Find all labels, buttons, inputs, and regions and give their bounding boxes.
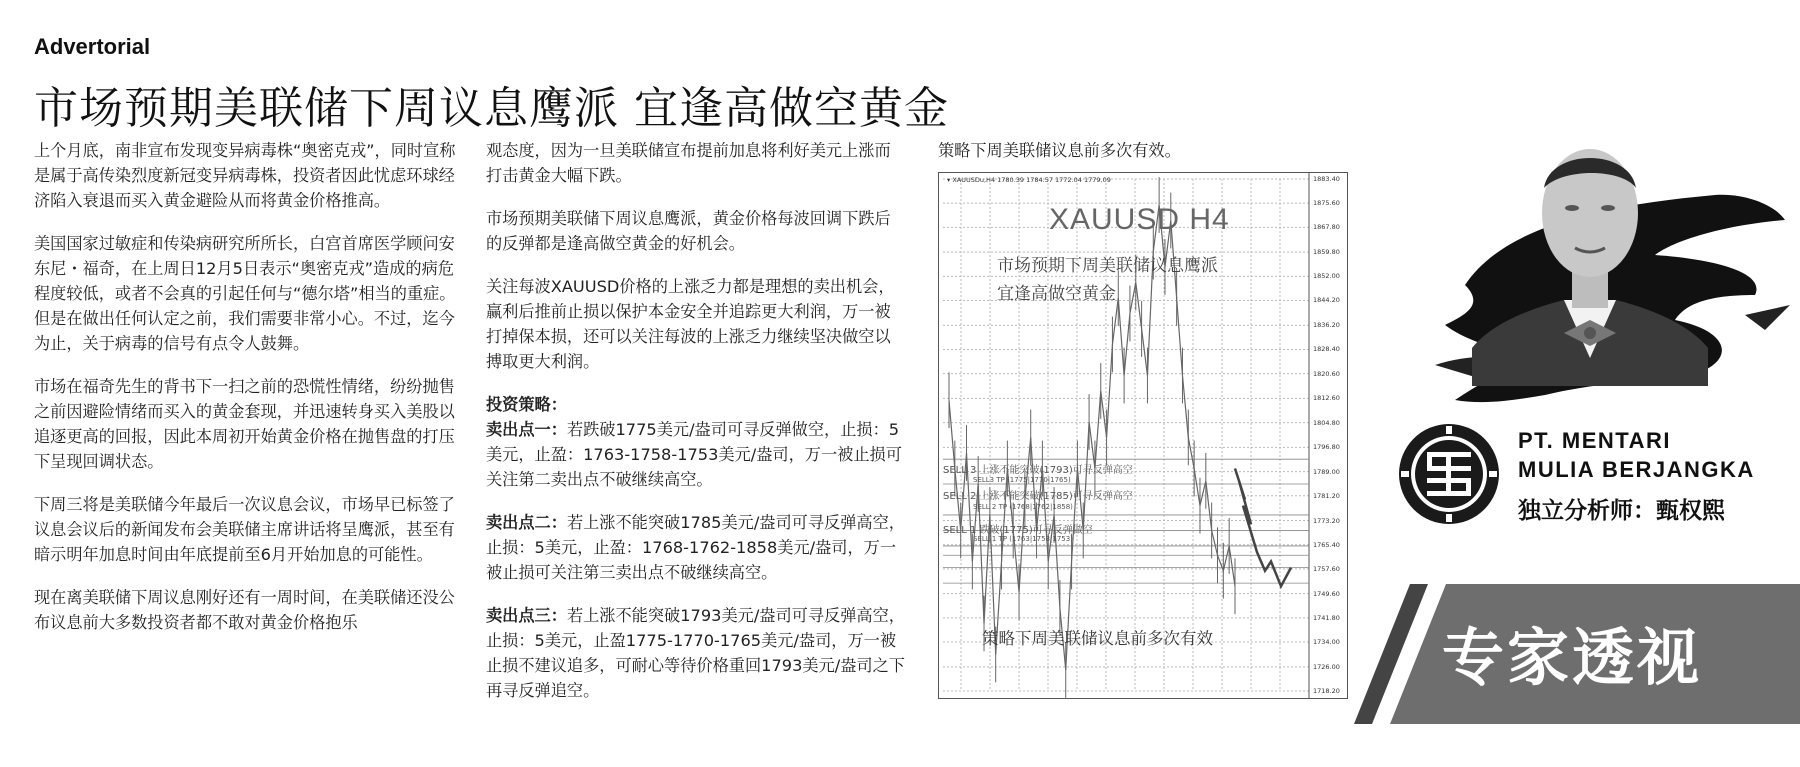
y-tick-label: 1844.20 xyxy=(1313,296,1340,305)
chart-annotation: SELL3 TP (1775|1770|1765) xyxy=(973,476,1071,484)
y-tick-label: 1828.40 xyxy=(1313,345,1340,354)
analyst-name: 独立分析师：甄权熙 xyxy=(1518,498,1725,524)
y-tick-label: 1765.40 xyxy=(1313,540,1340,549)
y-tick-label: 1734.00 xyxy=(1313,638,1340,647)
strategy-heading: 投资策略： xyxy=(486,395,567,414)
y-tick-label: 1781.20 xyxy=(1313,491,1340,500)
analyst-portrait xyxy=(1472,108,1708,386)
company-name: MULIA BERJANGKA xyxy=(1518,457,1755,482)
sell-point-1 xyxy=(486,417,906,492)
y-tick-label: 1741.80 xyxy=(1313,613,1340,622)
sell-point-text: 若上涨不能突破1793美元/盎司可寻反弹高空，止损：5美元，止盈1775-1770-1765美元/盎司，万一被止损不建议追多，可耐心等待价格重回1793美元/盎司之下再寻反弹追空。 xyxy=(486,606,905,700)
y-tick-label: 1867.80 xyxy=(1313,223,1340,232)
y-tick-label: 1852.00 xyxy=(1313,272,1340,281)
chart-annotation: SELL 2 TP (1768|1762|1858) xyxy=(973,503,1073,511)
company-name: PT. MENTARI xyxy=(1518,428,1671,453)
y-tick-label: 1773.20 xyxy=(1313,516,1340,525)
paragraph: 观态度，因为一旦美联储宣布提前加息将利好美元上涨而打击黄金大幅下跌。 xyxy=(486,141,891,185)
article-headline: 市场预期美联储下周议息鹰派 宜逢高做空黄金 xyxy=(34,83,949,134)
section-kicker: Advertorial xyxy=(34,34,151,59)
chart-subtitle: 宜逢高做空黄金 xyxy=(997,284,1116,304)
paragraph: 下周三将是美联储今年最后一次议息会议，市场早已标签了议息会议后的新闻发布会美联储主席讲话将呈鹰派，甚至有暗示明年加息时间由年底提前至6月开始加息的可能性。 xyxy=(34,495,455,564)
sell-point-text: 若上涨不能突破1785美元/盎司可寻反弹高空，止损：5美元，止盈：1768-1762-1858美元/盎司，万一被止损可关注第三卖出点不破继续高空。 xyxy=(486,513,905,582)
paragraph: 策略下周美联储议息前多次有效。 xyxy=(938,141,1181,160)
sell-point-label: 卖出点二： xyxy=(486,513,567,532)
chart-annotation: SELL 1 TP (1763|1758|1753) xyxy=(973,535,1073,543)
price-chart xyxy=(938,172,1348,699)
y-tick-label: 1726.00 xyxy=(1313,662,1340,671)
paragraph: 美国国家过敏症和传染病研究所所长，白宫首席医学顾问安东尼・福奇，在上周日12月5日表示“奥密克戎”造成的病危程度较低，或者不会真的引起任何与“德尔塔”相当的重症。但是在做出任何认定之前，我们需要非常小心。不过，迄今为止，关于病毒的信号有点令人鼓舞。 xyxy=(34,234,456,353)
y-tick-label: 1836.20 xyxy=(1313,321,1340,330)
paragraph: 关注每波XAUUSD价格的上涨乏力都是理想的卖出机会，赢利后推前止损以保护本金安全并追踪更大利润，万一被打掉保本损，还可以关注每波的上涨乏力继续坚决做空以搏取更大利润。 xyxy=(486,277,895,371)
sell-point-3 xyxy=(486,603,906,703)
chart-symbol-line: ▾ XAUUSDu,H4 1780.39 1784.57 1772.04 1779.09 xyxy=(947,176,1111,184)
banner-title: 专家透视 xyxy=(1442,621,1703,694)
paragraph: 市场预期美联储下周议息鹰派，黄金价格每波回调下跌后的反弹都是逢高做空黄金的好机会。 xyxy=(486,209,891,253)
paragraph: 现在离美联储下周议息刚好还有一周时间，在美联储还没公布议息前大多数投资者都不敢对黄金价格抱乐 xyxy=(34,588,455,632)
sell-point-2 xyxy=(486,510,906,585)
chart-annotation: SELL 1 跌破(1775)可寻反弹做空 xyxy=(943,525,1093,536)
article-column-2 xyxy=(486,138,906,721)
article-column-1 xyxy=(34,138,464,653)
y-tick-label: 1757.60 xyxy=(1313,564,1340,573)
y-tick-label: 1883.40 xyxy=(1313,175,1340,183)
chart-annotation: SELL 3 上涨不能突破(1793)可寻反弹高空 xyxy=(943,465,1133,476)
y-tick-label: 1749.60 xyxy=(1313,589,1340,598)
y-tick-label: 1875.60 xyxy=(1313,199,1340,208)
sell-point-label: 卖出点三： xyxy=(486,606,567,625)
chart-annotation: SELL 2 上涨不能突破(1785)可寻反弹高空 xyxy=(943,491,1133,502)
chart-footer: 策略下周美联储议息前多次有效 xyxy=(982,629,1213,648)
y-tick-label: 1804.80 xyxy=(1313,418,1340,427)
sell-point-text: 若跌破1775美元/盎司可寻反弹做空，止损：5美元，止盈：1763-1758-1753美元/盎司，万一被止损可关注第二卖出点不破继续高空。 xyxy=(486,420,902,489)
y-tick-label: 1796.80 xyxy=(1313,443,1340,452)
shou-symbol-icon xyxy=(1397,422,1501,526)
y-tick-label: 1718.20 xyxy=(1313,687,1340,695)
y-tick-label: 1820.60 xyxy=(1313,369,1340,378)
chart-subtitle: 市场预期下周美联储议息鹰派 xyxy=(997,256,1218,276)
y-tick-label: 1859.80 xyxy=(1313,248,1340,257)
sell-point-label: 卖出点一： xyxy=(486,420,567,439)
paragraph: 上个月底，南非宣布发现变异病毒株“奥密克戎”，同时宣称是属于高传染烈度新冠变异病毒株，投资者因此忧虑环球经济陷入衰退而买入黄金避险从而将黄金价格推高。 xyxy=(34,141,456,210)
paragraph: 市场在福奇先生的背书下一扫之前的恐慌性情绪，纷纷抛售之前因避险情绪而买入的黄金套现，并迅速转身买入美股以追逐更高的回报，因此本周初开始黄金价格在抛售盘的打压下呈现回调状态。 xyxy=(34,377,455,471)
y-tick-label: 1812.60 xyxy=(1313,394,1340,403)
y-tick-label: 1789.00 xyxy=(1313,467,1340,476)
chart-title: XAUUSD H4 xyxy=(1049,203,1230,236)
